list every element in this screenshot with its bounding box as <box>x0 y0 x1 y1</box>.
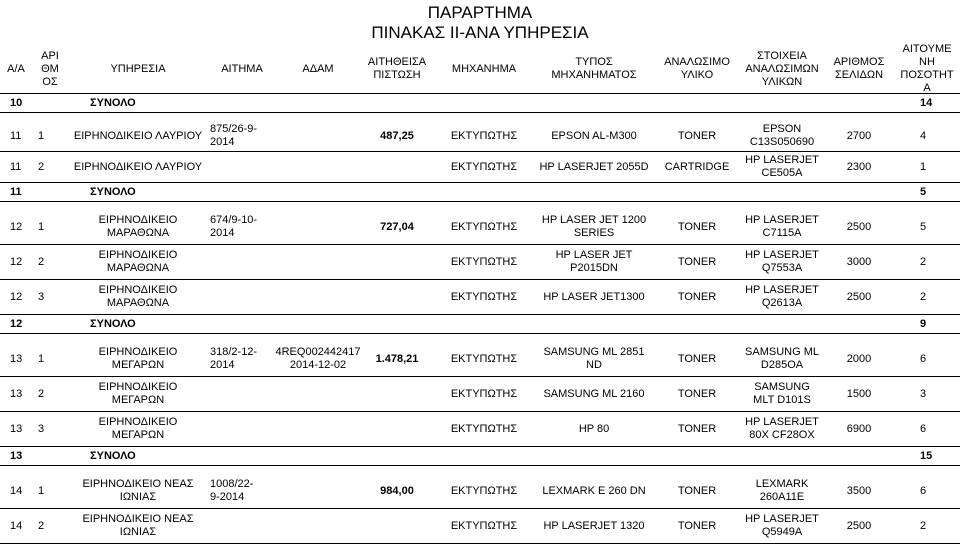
cell-posotita: 6 <box>920 484 927 497</box>
table-row <box>0 245 960 280</box>
cell-a: 13 <box>10 387 23 400</box>
total-group-number: 11 <box>10 185 22 198</box>
table-row <box>0 210 960 245</box>
cell-pistosi: 727,04 <box>380 220 414 233</box>
cell-analosimo: TONER <box>677 422 717 435</box>
cell-typos: EPSON AL-M300 <box>551 129 637 142</box>
cell-analosimo: TONER <box>677 387 717 400</box>
total-label: ΣΥΝΟΛΟ <box>90 449 136 462</box>
total-quantity: 14 <box>920 96 933 109</box>
cell-adam <box>276 377 360 411</box>
cell-b: 1 <box>38 352 45 365</box>
cell-selides: 6900 <box>846 422 872 435</box>
total-row <box>0 315 960 334</box>
cell-aitima: 674/9-10- 2014 <box>210 214 258 239</box>
cell-ypiresia: ΕΙΡΗΝΟΔΙΚΕΙΟ ΜΑΡΑΘΩΝΑ <box>98 249 178 274</box>
cell-a: 14 <box>10 519 23 532</box>
cell-ypiresia: ΕΙΡΗΝΟΔΙΚΕΙΟ ΜΕΓΑΡΩΝ <box>98 416 178 441</box>
cell-b: 2 <box>38 387 45 400</box>
total-row <box>0 183 960 202</box>
table-row <box>0 509 960 544</box>
col-ypiresia: ΥΠΗΡΕΣΙΑ <box>110 62 166 75</box>
cell-adam <box>276 412 360 446</box>
cell-aitima <box>208 152 276 182</box>
cell-adam <box>276 245 360 279</box>
cell-adam <box>276 121 360 151</box>
cell-stoixeia: EPSON C13S050690 <box>749 123 815 148</box>
cell-stoixeia: HP LASERJET Q7553A <box>745 249 819 274</box>
cell-typos: HP LASER JET P2015DN <box>555 249 633 274</box>
table-header <box>0 45 960 94</box>
cell-adam <box>276 152 360 182</box>
cell-analosimo: TONER <box>677 352 717 365</box>
cell-posotita: 2 <box>920 255 927 268</box>
cell-selides: 2300 <box>846 160 872 173</box>
table-row <box>0 474 960 509</box>
cell-pistosi <box>360 280 434 314</box>
cell-selides: 2500 <box>846 220 872 233</box>
cell-posotita: 6 <box>920 352 927 365</box>
cell-posotita: 4 <box>920 129 927 142</box>
total-row <box>0 447 960 466</box>
cell-mixanima: ΕΚΤΥΠΩΤΗΣ <box>450 387 518 400</box>
total-quantity: 15 <box>920 449 933 462</box>
cell-b: 3 <box>38 290 45 303</box>
cell-adam <box>276 509 360 543</box>
col-selides: ΑΡΙΘΜΟΣ ΣΕΛΙΔΩΝ <box>833 56 885 81</box>
cell-posotita: 3 <box>920 387 927 400</box>
cell-adam <box>276 280 360 314</box>
document-title: ΠΑΡΑΡΤΗΜΑ <box>427 3 533 22</box>
cell-stoixeia: HP LASERJET C7115A <box>745 214 819 239</box>
requests-table <box>0 45 960 544</box>
cell-aitima: 318/2-12- 2014 <box>210 346 258 371</box>
cell-b: 1 <box>38 484 45 497</box>
total-group-number: 12 <box>10 317 23 330</box>
cell-typos: HP 80 <box>578 422 610 435</box>
table-row <box>0 412 960 447</box>
col-typos: ΤΥΠΟΣ ΜΗΧΑΝΗΜΑΤΟΣ <box>551 56 637 81</box>
cell-typos: SAMSUNG ML 2160 <box>543 387 645 400</box>
table-row <box>0 377 960 412</box>
col-mixanima: ΜΗΧΑΝΗΜΑ <box>451 62 517 75</box>
cell-ypiresia: ΕΙΡΗΝΟΔΙΚΕΙΟ ΜΑΡΑΘΩΝΑ <box>98 214 178 239</box>
cell-stoixeia: HP LASERJET Q5949A <box>745 513 819 538</box>
cell-typos: SAMSUNG ML 2851 ND <box>543 346 645 371</box>
cell-ypiresia: ΕΙΡΗΝΟΔΙΚΕΙΟ ΝΕΑΣ ΙΩΝΙΑΣ <box>82 478 194 503</box>
cell-mixanima: ΕΚΤΥΠΩΤΗΣ <box>450 129 518 142</box>
cell-analosimo: CARTRIDGE <box>664 160 730 173</box>
cell-ypiresia: ΕΙΡΗΝΟΔΙΚΕΙΟ ΝΕΑΣ ΙΩΝΙΑΣ <box>82 513 194 538</box>
cell-b: 3 <box>38 422 45 435</box>
cell-mixanima: ΕΚΤΥΠΩΤΗΣ <box>450 519 518 532</box>
cell-stoixeia: SAMSUNG MLT D101S <box>753 381 811 406</box>
cell-selides: 1500 <box>846 387 872 400</box>
cell-adam <box>276 474 360 508</box>
cell-ypiresia: ΕΙΡΗΝΟΔΙΚΕΙΟ ΛΑΥΡΙΟΥ <box>73 160 203 173</box>
cell-posotita: 2 <box>920 290 927 303</box>
total-group-number: 13 <box>10 449 23 462</box>
cell-mixanima: ΕΚΤΥΠΩΤΗΣ <box>450 484 518 497</box>
total-label: ΣΥΝΟΛΟ <box>90 96 136 109</box>
group-spacer <box>0 466 960 474</box>
cell-a: 11 <box>10 129 22 142</box>
cell-aitima: 875/26-9- 2014 <box>210 123 258 148</box>
cell-a: 12 <box>10 290 23 303</box>
total-label: ΣΥΝΟΛΟ <box>90 185 136 198</box>
cell-aitima <box>208 412 276 446</box>
cell-ypiresia: ΕΙΡΗΝΟΔΙΚΕΙΟ ΜΕΓΑΡΩΝ <box>98 346 178 371</box>
table-row <box>0 121 960 152</box>
table-title: ΠΙΝΑΚΑΣ ΙΙ-ΑΝΑ ΥΠΗΡΕΣΙΑ <box>371 23 589 42</box>
col-stoixeia: ΣΤΟΙΧΕΙΑ ΑΝΑΛΩΣΙΜΩΝ ΥΛΙΚΩΝ <box>745 49 819 88</box>
cell-pistosi: 487,25 <box>380 129 414 142</box>
cell-analosimo: TONER <box>677 484 717 497</box>
total-quantity: 9 <box>920 317 927 330</box>
cell-aitima <box>208 280 276 314</box>
cell-pistosi <box>360 412 434 446</box>
cell-mixanima: ΕΚΤΥΠΩΤΗΣ <box>450 290 518 303</box>
cell-b: 2 <box>38 255 45 268</box>
cell-adam: 4REQ002442417 2014-12-02 <box>275 346 361 371</box>
cell-stoixeia: HP LASERJET 80X CF28OX <box>745 416 819 441</box>
table-row <box>0 152 960 183</box>
cell-b: 1 <box>38 220 45 233</box>
table-row <box>0 280 960 315</box>
cell-mixanima: ΕΚΤΥΠΩΤΗΣ <box>450 255 518 268</box>
cell-a: 12 <box>10 255 23 268</box>
cell-selides: 3000 <box>846 255 872 268</box>
cell-typos: LEXMARK E 260 DN <box>542 484 646 497</box>
cell-analosimo: TONER <box>677 255 717 268</box>
cell-selides: 2500 <box>846 519 872 532</box>
cell-selides: 2700 <box>846 129 872 142</box>
cell-mixanima: ΕΚΤΥΠΩΤΗΣ <box>450 352 518 365</box>
cell-typos: HP LASER JET 1200 SERIES <box>541 214 647 239</box>
cell-pistosi: 1.478,21 <box>375 352 419 365</box>
cell-posotita: 2 <box>920 519 927 532</box>
cell-posotita: 6 <box>920 422 927 435</box>
cell-b: 1 <box>38 129 45 142</box>
cell-a: 14 <box>10 484 23 497</box>
table-row <box>0 342 960 377</box>
cell-a: 12 <box>10 220 23 233</box>
cell-typos: HP LASER JET1300 <box>543 290 645 303</box>
cell-stoixeia: LEXMARK 260A11E <box>755 478 809 503</box>
cell-stoixeia: HP LASERJET Q2613A <box>745 284 819 309</box>
cell-mixanima: ΕΚΤΥΠΩΤΗΣ <box>450 422 518 435</box>
cell-pistosi <box>360 245 434 279</box>
total-group-number: 10 <box>10 96 23 109</box>
cell-analosimo: TONER <box>677 129 717 142</box>
col-posotita: ΑΙΤΟΥΜΕ ΝΗ ΠΟΣΟΤΗΤ Α <box>900 43 954 94</box>
col-analosimo: ΑΝΑΛΩΣΙΜΟ ΥΛΙΚΟ <box>664 56 730 81</box>
cell-mixanima: ΕΚΤΥΠΩΤΗΣ <box>450 220 518 233</box>
col-arithmos: ΑΡΙ ΘΜ ΟΣ <box>41 49 59 88</box>
cell-pistosi <box>360 152 434 182</box>
cell-aitima <box>208 245 276 279</box>
cell-posotita: 5 <box>920 220 927 233</box>
total-quantity: 5 <box>920 185 927 198</box>
cell-selides: 2500 <box>846 290 872 303</box>
group-spacer <box>0 334 960 342</box>
col-adam: ΑΔΑΜ <box>302 62 334 75</box>
cell-typos: HP LASERJET 2055D <box>539 160 649 173</box>
cell-ypiresia: ΕΙΡΗΝΟΔΙΚΕΙΟ ΜΑΡΑΘΩΝΑ <box>98 284 178 309</box>
cell-ypiresia: ΕΙΡΗΝΟΔΙΚΕΙΟ ΛΑΥΡΙΟΥ <box>73 129 203 142</box>
group-spacer <box>0 113 960 121</box>
cell-stoixeia: HP LASERJET CE505A <box>745 154 819 179</box>
cell-typos: HP LASERJET 1320 <box>543 519 645 532</box>
col-aa: Α/Α <box>7 62 25 75</box>
cell-a: 13 <box>10 422 23 435</box>
cell-a: 11 <box>10 160 22 173</box>
cell-b: 2 <box>38 160 45 173</box>
cell-pistosi <box>360 509 434 543</box>
cell-b: 2 <box>38 519 45 532</box>
total-row <box>0 94 960 113</box>
col-pistosi: ΑΙΤΗΘΕΙΣΑ ΠΙΣΤΩΣΗ <box>367 56 427 81</box>
cell-aitima <box>208 509 276 543</box>
cell-analosimo: TONER <box>677 519 717 532</box>
cell-aitima <box>208 377 276 411</box>
cell-stoixeia: SAMSUNG ML D285OA <box>745 346 819 371</box>
cell-aitima: 1008/22- 9-2014 <box>210 478 254 503</box>
cell-ypiresia: ΕΙΡΗΝΟΔΙΚΕΙΟ ΜΕΓΑΡΩΝ <box>98 381 178 406</box>
total-label: ΣΥΝΟΛΟ <box>90 317 136 330</box>
cell-analosimo: TONER <box>677 220 717 233</box>
cell-pistosi: 984,00 <box>380 484 414 497</box>
cell-selides: 3500 <box>846 484 872 497</box>
cell-mixanima: ΕΚΤΥΠΩΤΗΣ <box>450 160 518 173</box>
cell-a: 13 <box>10 352 23 365</box>
cell-analosimo: TONER <box>677 290 717 303</box>
group-spacer <box>0 202 960 210</box>
cell-adam <box>276 210 360 244</box>
cell-posotita: 1 <box>920 160 927 173</box>
cell-pistosi <box>360 377 434 411</box>
cell-selides: 2000 <box>846 352 872 365</box>
col-aitima: ΑΙΤΗΜΑ <box>221 62 263 75</box>
